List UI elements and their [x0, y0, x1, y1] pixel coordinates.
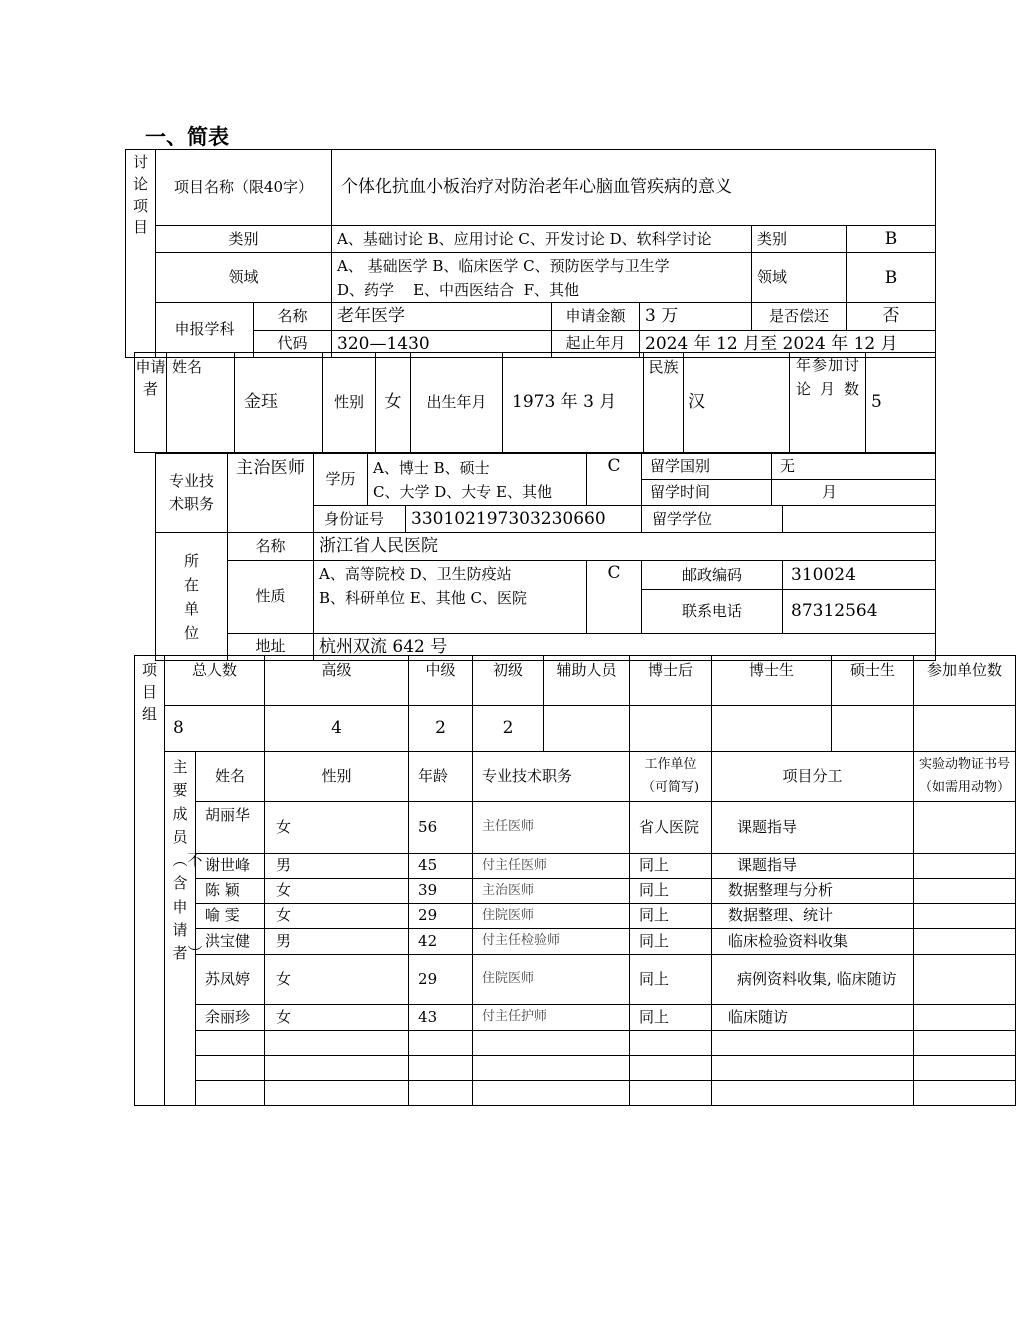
member-gender: 男: [265, 929, 409, 955]
table-row: [135, 1081, 1016, 1106]
team-value-5: [630, 706, 712, 752]
member-unit: 省人医院: [630, 802, 712, 854]
unit-name-value: 浙江省人民医院: [314, 533, 936, 560]
abroad-degree-value: [783, 506, 936, 533]
team-header-6: 博士生: [712, 656, 832, 706]
member-age: 29: [409, 955, 473, 1005]
member-role: 课题指导: [712, 854, 914, 879]
member-title: 主治医师: [473, 879, 630, 904]
member-role: 临床检验资料收集: [712, 929, 914, 955]
applicant-title-label: 专业技术职务: [156, 454, 228, 533]
team-value-2: 2: [409, 706, 473, 752]
member-age: 42: [409, 929, 473, 955]
table-row: [135, 879, 1016, 904]
team-value-6: [712, 706, 832, 752]
discipline-code-value: 320—1430: [332, 330, 552, 357]
unit-address-label: 地址: [228, 633, 314, 660]
applicant-title-value: 主治医师: [228, 454, 314, 533]
member-header-unit-1: 工作单位: [644, 757, 697, 773]
unit-nature-label: 性质: [228, 560, 314, 633]
member-gender: 女: [265, 955, 409, 1005]
unit-side-label: 所在单位: [156, 533, 228, 661]
field-options-1: A、 基础医学 B、临床医学 C、预防医学与卫生学: [337, 256, 670, 275]
member-header-age: 年龄: [409, 752, 473, 802]
team-header-7: 硕士生: [832, 656, 914, 706]
postcode-label: 邮政编码: [642, 561, 782, 590]
category-value: B: [847, 226, 936, 253]
member-name: 胡丽华: [196, 802, 265, 854]
team-value-8: [914, 706, 1016, 752]
member-role: 课题指导: [712, 802, 914, 854]
table-row: [135, 955, 1016, 1005]
team-value-7: [832, 706, 914, 752]
member-title: 住院医师: [473, 904, 630, 929]
team-header-0: 总人数: [165, 656, 265, 706]
member-age: 56: [409, 802, 473, 854]
phone-label: 联系电话: [682, 601, 743, 620]
amount-value: 3 万: [640, 303, 752, 330]
repay-value: 否: [847, 303, 936, 330]
edu-options-1: A、博士 B、硕士: [373, 458, 490, 477]
member-role: 数据整理、统计: [712, 904, 914, 929]
member-cert: [914, 929, 1016, 955]
team-header-3: 初级: [473, 656, 544, 706]
applicant-ethnic-value: 汉: [684, 353, 790, 453]
member-name: 余丽珍: [196, 1005, 265, 1031]
category-label: 类别: [156, 226, 332, 253]
member-header-title: 专业技术职务: [473, 752, 630, 802]
amount-label: 申请金额: [552, 303, 640, 330]
member-title: 住院医师: [473, 955, 630, 1005]
member-title: 付主任护师: [473, 1005, 630, 1031]
member-title: 付主任医师: [473, 854, 630, 879]
member-role: 病例资料收集, 临床随访: [712, 955, 914, 1005]
postcode-value: 310024: [783, 561, 935, 590]
applicant-months-value: 5: [866, 353, 936, 453]
abroad-time-value: 月: [822, 483, 838, 501]
discipline-name-value: 老年医学: [332, 303, 552, 330]
member-cert: [914, 1005, 1016, 1031]
member-role: 临床随访: [712, 1005, 914, 1031]
team-value-4: [544, 706, 630, 752]
category-label-2: 类别: [752, 226, 847, 253]
unit-name-label: 名称: [228, 533, 314, 560]
project-name-value: 个体化抗血小板治疗对防治老年心脑血管疾病的意义: [332, 150, 936, 226]
field-value: B: [847, 253, 936, 303]
member-age: 43: [409, 1005, 473, 1031]
abroad-country-value: 无: [772, 454, 935, 480]
table-row: [135, 1056, 1016, 1081]
abroad-degree-label: 留学学位: [642, 506, 783, 533]
nature-options-1: A、高等院校 D、卫生防疫站: [319, 564, 512, 583]
member-age: 29: [409, 904, 473, 929]
applicant-side-label: 申请者: [135, 353, 167, 453]
applicant-ethnic-label: 民族: [644, 353, 684, 453]
member-cert: [914, 879, 1016, 904]
applicant-gender-label: 性别: [323, 353, 376, 453]
member-title: 付主任检验师: [473, 929, 630, 955]
member-unit: 同上: [630, 1005, 712, 1031]
applicant-edu-value: C: [587, 454, 642, 506]
team-header-8: 参加单位数: [914, 656, 1016, 706]
abroad-time-label: 留学时间: [650, 483, 711, 501]
team-table: [134, 655, 1016, 1106]
table-row: [135, 1005, 1016, 1031]
table-row: [135, 854, 1016, 879]
member-unit: 同上: [630, 929, 712, 955]
member-gender: 女: [265, 1005, 409, 1031]
unit-address-value: 杭州双流 642 号: [314, 633, 936, 660]
member-header-role: 项目分工: [712, 752, 914, 802]
category-options: A、基础讨论 B、应用讨论 C、开发讨论 D、软科学讨论: [332, 226, 752, 253]
table-row: [135, 802, 1016, 854]
project-side-label: 讨论项目: [126, 150, 156, 358]
member-gender: 男: [265, 854, 409, 879]
period-value: 2024 年 12 月至 2024 年 12 月: [640, 330, 936, 357]
applicant-gender-value: 女: [376, 353, 411, 453]
phone-value: 87312564: [791, 600, 878, 621]
applicant-id-label: 身份证号: [314, 506, 406, 533]
member-header-gender: 性别: [265, 752, 409, 802]
member-gender: 女: [265, 802, 409, 854]
member-unit: 同上: [630, 854, 712, 879]
team-value-3: 2: [473, 706, 544, 752]
applicant-details-table: [155, 453, 936, 661]
section-title: 一、简表: [145, 125, 229, 149]
member-name: 陈 颖: [196, 879, 265, 904]
members-side-label: 主要成员︵不含申请者︶: [165, 752, 196, 1106]
field-label: 领域: [156, 253, 332, 303]
repay-label: 是否偿还: [752, 303, 847, 330]
member-header-unit-2: （可简写): [642, 779, 700, 795]
member-age: 45: [409, 854, 473, 879]
applicant-name-value: 金珏: [235, 353, 323, 453]
discipline-code-label: 代码: [254, 330, 332, 357]
table-row: [135, 929, 1016, 955]
member-unit: 同上: [630, 904, 712, 929]
member-name: 洪宝健: [196, 929, 265, 955]
applicant-birth-label: 出生年月: [411, 353, 503, 453]
applicant-months-label: 年参加讨论月数: [790, 353, 866, 453]
project-name-label: 项目名称（限40字）: [156, 150, 332, 226]
abroad-country-label: 留学国别: [642, 454, 771, 480]
applicant-birth-value: 1973 年 3 月: [503, 353, 644, 453]
applicant-id-value: 330102197303230660: [406, 506, 642, 533]
member-age: 39: [409, 879, 473, 904]
team-value-0: 8: [165, 706, 265, 752]
team-header-5: 博士后: [630, 656, 712, 706]
member-role: 数据整理与分析: [712, 879, 914, 904]
member-gender: 女: [265, 879, 409, 904]
team-header-4: 辅助人员: [544, 656, 630, 706]
applicant-edu-label: 学历: [314, 454, 368, 506]
member-cert: [914, 802, 1016, 854]
table-row: [135, 1031, 1016, 1056]
member-unit: 同上: [630, 879, 712, 904]
member-cert: [914, 955, 1016, 1005]
period-label: 起止年月: [552, 330, 640, 357]
field-options-2: D、药学 E、中西医结合 F、其他: [337, 280, 579, 299]
team-value-1: 4: [265, 706, 409, 752]
project-table: [125, 149, 936, 358]
member-gender: 女: [265, 904, 409, 929]
table-row: [135, 904, 1016, 929]
discipline-name-label: 名称: [254, 303, 332, 330]
edu-options-2: C、大学 D、大专 E、其他: [373, 482, 552, 501]
unit-nature-value: C: [587, 560, 642, 633]
member-title: 主任医师: [473, 802, 630, 854]
team-side-label: 项目组: [135, 656, 165, 1106]
nature-options-2: B、科研单位 E、其他 C、医院: [319, 589, 527, 608]
member-name: 苏凤婷: [196, 955, 265, 1005]
member-unit: 同上: [630, 955, 712, 1005]
discipline-label: 申报学科: [156, 303, 254, 358]
applicant-table: [134, 352, 936, 453]
member-header-name: 姓名: [196, 752, 265, 802]
member-header-cert-2: （如需用动物）: [919, 779, 1011, 795]
team-header-1: 高级: [265, 656, 409, 706]
member-cert: [914, 854, 1016, 879]
field-label-2: 领域: [752, 253, 847, 303]
team-header-2: 中级: [409, 656, 473, 706]
member-name: 谢世峰: [196, 854, 265, 879]
member-name: 喻 雯: [196, 904, 265, 929]
member-header-cert-1: 实验动物证书号: [919, 757, 1011, 773]
member-cert: [914, 904, 1016, 929]
applicant-name-label: 姓名: [167, 353, 235, 453]
